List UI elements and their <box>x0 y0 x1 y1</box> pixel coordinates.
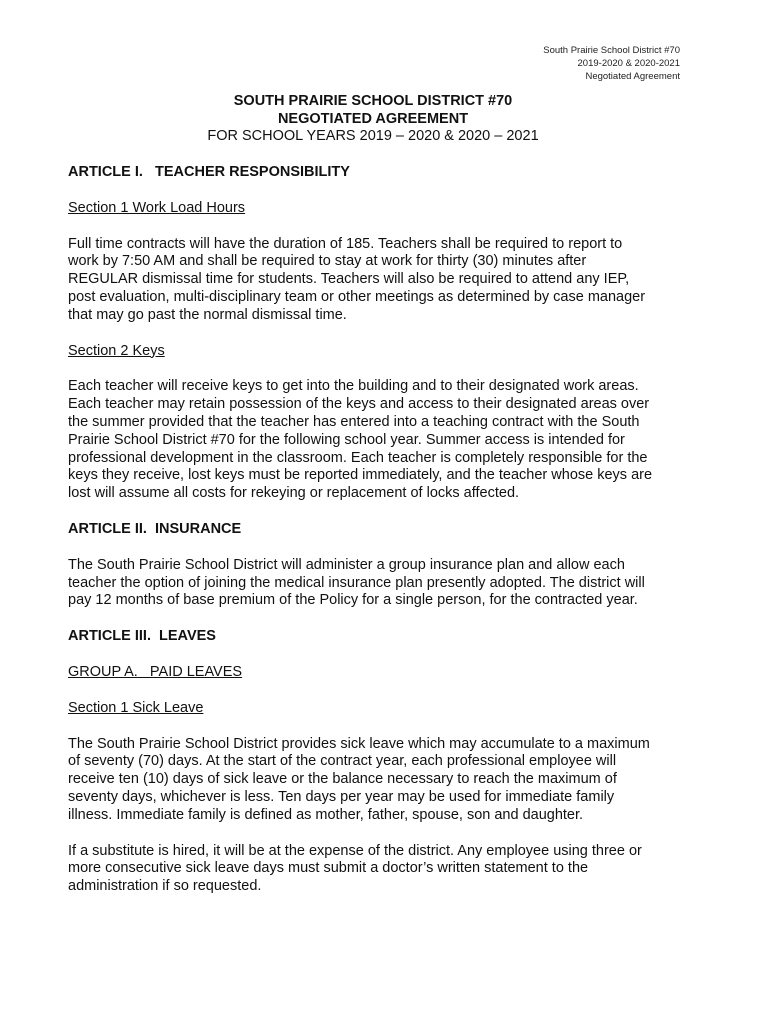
paragraph-line: The South Prairie School District provides sick leave which may accumulate to a maximum <box>68 735 650 752</box>
paragraph-line: more consecutive sick leave days must submit a doctor’s written statement to the <box>68 860 589 877</box>
paragraph-line: REGULAR dismissal time for students. Teachers will also be required to attend any IEP, <box>68 271 630 288</box>
paragraph-line: administration if so requested. <box>68 878 262 895</box>
header-doc-type: Negotiated Agreement <box>585 71 680 82</box>
group-a-heading: GROUP A. PAID LEAVES <box>68 663 243 680</box>
paragraph-line: of seventy (70) days. At the start of the contract year, each professional employee will <box>68 753 617 770</box>
paragraph-line: illness. Immediate family is defined as mother, father, spouse, son and daughter. <box>68 806 584 823</box>
article-1-heading: ARTICLE I. TEACHER RESPONSIBILITY <box>68 164 350 180</box>
document-title <box>68 93 678 146</box>
paragraph-line: teacher the option of joining the medical insurance plan presently adopted. The district will <box>68 574 645 591</box>
title-line-1: SOUTH PRAIRIE SCHOOL DISTRICT #70 <box>233 93 513 109</box>
paragraph-line: If a substitute is hired, it will be at the expense of the district. Any employee using three or <box>68 842 642 859</box>
paragraph-line: Each teacher will receive keys to get into the building and to their designated work areas. <box>68 378 639 395</box>
article-2-heading: ARTICLE II. INSURANCE <box>68 520 242 537</box>
title-line-3: FOR SCHOOL YEARS 2019 – 2020 & 2020 – 2021 <box>207 128 539 144</box>
paragraph-line: Each teacher may retain possession of the keys and access to their designated areas over <box>68 396 650 413</box>
paragraph-line: receive ten (10) days of sick leave or the balance necessary to reach the maximum of <box>68 771 617 788</box>
article-2-insurance-paragraph <box>68 557 688 610</box>
paragraph-line: post evaluation, multi-disciplinary team or other meetings as determined by case manager <box>68 288 646 305</box>
running-header <box>543 44 680 83</box>
paragraph-line: the summer provided that the teacher has entered into a teaching contract with the South <box>68 413 640 430</box>
paragraph-line: work by 7:50 AM and shall be required to stay at work for thirty (30) minutes after <box>68 253 587 270</box>
title-line-2: NEGOTIATED AGREEMENT <box>277 110 469 127</box>
paragraph-line: lost will assume all costs for rekeying or replacement of locks affected. <box>68 485 520 502</box>
paragraph-line: keys they receive, lost keys must be reported immediately, and the teacher whose keys are <box>68 467 653 484</box>
article-3-heading: ARTICLE III. LEAVES <box>68 628 216 645</box>
paragraph-line: pay 12 months of base premium of the Policy for a single person, for the contracted year. <box>68 592 638 609</box>
paragraph-line: seventy days, whichever is less. Ten days per year may be used for immediate family <box>68 788 615 805</box>
section-2-keys-heading: Section 2 Keys <box>68 342 165 359</box>
document-body <box>68 164 688 914</box>
sick-leave-paragraph-2 <box>68 843 688 896</box>
paragraph-line: professional development in the classroom. Each teacher is completely responsible for the <box>68 449 648 466</box>
section-1-sick-leave-heading: Section 1 Sick Leave <box>68 699 204 716</box>
paragraph-line: that may go past the normal dismissal time. <box>68 306 347 323</box>
paragraph-line: Full time contracts will have the duration of 185. Teachers shall be required to report to <box>68 235 623 252</box>
paragraph-line: The South Prairie School District will administer a group insurance plan and allow each <box>68 556 625 573</box>
header-district: South Prairie School District #70 <box>543 45 680 56</box>
header-years: 2019-2020 & 2020-2021 <box>577 58 680 69</box>
section-1-work-load-heading: Section 1 Work Load Hours <box>68 199 246 216</box>
paragraph-line: Prairie School District #70 for the following school year. Summer access is intended for <box>68 431 625 448</box>
section-1-work-load-paragraph <box>68 236 688 325</box>
sick-leave-paragraph-1 <box>68 736 688 825</box>
section-2-keys-paragraph <box>68 378 688 503</box>
